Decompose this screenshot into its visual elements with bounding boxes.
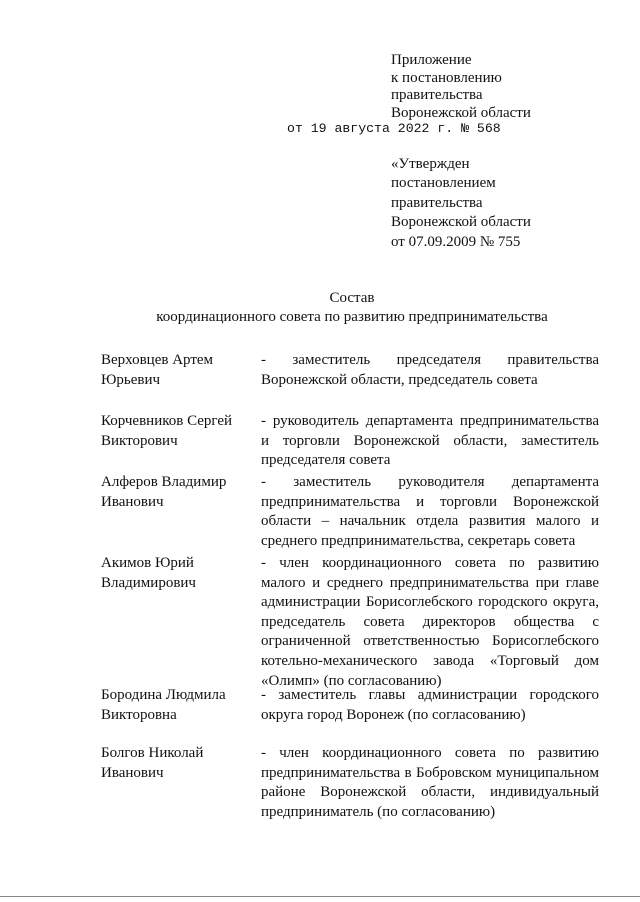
approved-line: постановлением <box>391 175 496 192</box>
document-subtitle: координационного совета по развитию предпринимательства <box>156 309 548 325</box>
member-name: Алферов Владимир Иванович <box>101 474 227 510</box>
member-name: Болгов Николай Иванович <box>101 745 204 781</box>
approved-line: Воронежской области <box>391 214 531 231</box>
appendix-line: Приложение <box>391 52 472 68</box>
appendix-line: правительства <box>391 87 483 103</box>
member-name: Верховцев Артем Юрьевич <box>101 352 214 388</box>
member-name: Акимов Юрий Владимирович <box>101 555 196 591</box>
appendix-line: Воронежской области <box>391 104 531 121</box>
member-name: Корчевников Сергей Викторович <box>101 413 233 449</box>
member-role: - заместитель руководителя департамента предпринимательства и торговли Воронежской области – начальник отдела развития малого и среднего предпринимательства, секретарь совета <box>261 474 599 549</box>
member-role: - заместитель председателя правительства Воронежской области, председатель совета <box>261 352 599 388</box>
member-name: Бородина Людмила Викторовна <box>101 687 226 723</box>
decree-date-number: от 19 августа 2022 г. № 568 <box>287 121 501 136</box>
appendix-line: к постановлению <box>391 69 502 86</box>
approved-line: «Утвержден <box>391 156 470 172</box>
approved-block <box>391 155 531 252</box>
member-role: - член координационного совета по развитию предпринимательства в Бобровском муниципальном районе Воронежской области, индивидуальный предприниматель (по согласованию) <box>261 745 599 820</box>
member-role: - заместитель главы администрации городского округа город Воронеж (по согласованию) <box>261 687 599 723</box>
page-bottom-edge <box>0 896 640 897</box>
member-role: - член координационного совета по развитию малого и среднего предпринимательства при главе администрации Борисоглебского городского округа, председатель совета директоров общества с ограниченной ответственностью Борисоглебского котельно-механического завода «Торговый дом «Олимп» (по согласованию) <box>261 555 599 689</box>
approved-line: правительства <box>391 194 483 211</box>
member-role: - руководитель департамента предпринимательства и торговли Воронежской области, заместитель председателя совета <box>261 413 599 469</box>
approved-line: от 07.09.2009 № 755 <box>391 233 521 250</box>
appendix-header <box>391 52 531 122</box>
document-title: Состав <box>329 290 375 306</box>
